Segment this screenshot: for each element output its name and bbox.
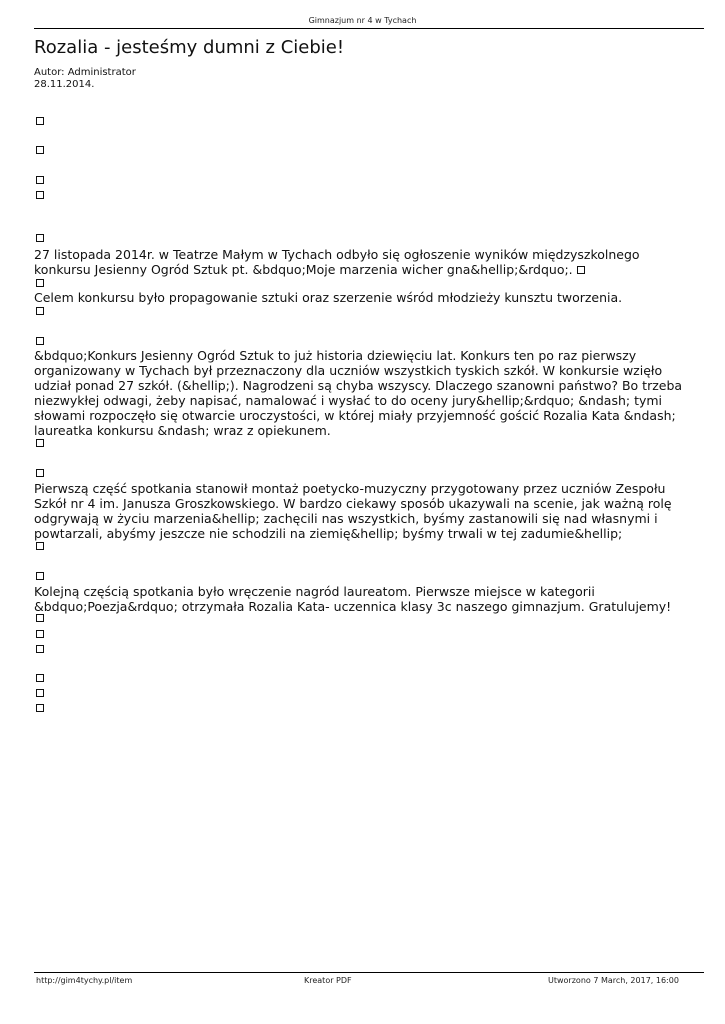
article-paragraph-4: Pierwszą część spotkania stanowił montaż poetycko-muzyczny przygotowany przez uczniów Zespołu Szkół nr 4 im. Janusza Groszkowskiego. W bardzo ciekawy sposób ukazywali na scenie, jak ważną rolę odgrywają w życiu marzenia&hellip; zachęcili nas wszystkich, byśmy zastanowili się nad własnymi i powtarzali, abyśmy jeszcze nie schodzili na ziemię&hellip; byśmy trwali w tej zadumie&hellip; [34, 481, 672, 541]
missing-image-placeholder-icon [36, 542, 44, 550]
missing-image-placeholder-icon [36, 307, 44, 315]
footer-created-date: Utworzono 7 March, 2017, 16:00 [548, 976, 679, 985]
footer-generator: Kreator PDF [304, 976, 352, 985]
missing-image-placeholder-icon [36, 117, 44, 125]
header-divider [34, 28, 704, 29]
paragraph-1-text: 27 listopada 2014r. w Teatrze Małym w Tychach odbyło się ogłoszenie wyników międzyszkolnego konkursu Jesienny Ogród Sztuk pt. &bdquo;Moje marzenia wicher gna&hellip;&rdquo;. [34, 247, 640, 277]
missing-image-placeholder-icon [36, 176, 44, 184]
footer-divider [34, 972, 704, 973]
article-paragraph-5: Kolejną częścią spotkania było wręczenie nagród laureatom. Pierwsze miejsce w kategorii &bdquo;Poezja&rdquo; otrzymała Rozalia Kata- uczennica klasy 3c naszego gimnazjum. Gratulujemy! [34, 584, 672, 614]
missing-image-placeholder-icon [36, 439, 44, 447]
footer-url: http://gim4tychy.pl/item [36, 976, 133, 985]
missing-image-placeholder-icon [36, 279, 44, 287]
missing-image-placeholder-icon [577, 266, 585, 274]
missing-image-placeholder-icon [36, 614, 44, 622]
missing-image-placeholder-icon [36, 469, 44, 477]
article-author: Autor: Administrator [34, 67, 136, 78]
missing-image-placeholder-icon [36, 234, 44, 242]
missing-image-placeholder-icon [36, 630, 44, 638]
missing-image-placeholder-icon [36, 572, 44, 580]
article-date: 28.11.2014. [34, 79, 95, 90]
article-paragraph-3: &bdquo;Konkurs Jesienny Ogród Sztuk to już historia dziewięciu lat. Konkurs ten po raz pierwszy organizowany w Tychach był przeznaczony dla uczniów wszystkich tyskich szkół. W konkursie wzięło udział ponad 27 szkół. (&hellip;). Nagrodzeni są chyba wszyscy. Dlaczego szanowni państwo? Bo trzeba niezwykłej odwagi, żeby napisać, namalować i wysłać to do oceny jury&hellip;&rdquo; &ndash; tymi słowami rozpoczęło się otwarcie uroczystości, w której miały przyjemność gościć Rozalia Kata &ndash; laureatka konkursu &ndash; wraz z opiekunem. [34, 348, 683, 438]
missing-image-placeholder-icon [36, 689, 44, 697]
missing-image-placeholder-icon [36, 191, 44, 199]
missing-image-placeholder-icon [36, 674, 44, 682]
article-paragraph-2: Celem konkursu było propagowanie sztuki oraz szerzenie wśród młodzieży kunsztu tworzenia. [34, 290, 623, 305]
page-header-title: Gimnazjum nr 4 w Tychach [308, 16, 417, 25]
article-paragraph-1 [34, 247, 684, 277]
article-title: Rozalia - jesteśmy dumni z Ciebie! [34, 37, 345, 58]
missing-image-placeholder-icon [36, 645, 44, 653]
missing-image-placeholder-icon [36, 146, 44, 154]
missing-image-placeholder-icon [36, 337, 44, 345]
missing-image-placeholder-icon [36, 704, 44, 712]
